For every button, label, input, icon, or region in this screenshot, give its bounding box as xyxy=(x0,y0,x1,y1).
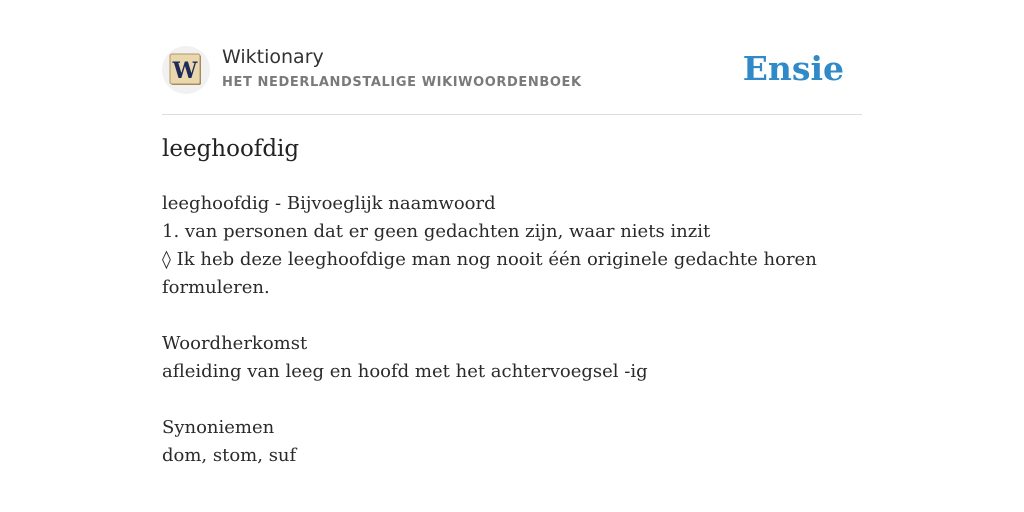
site-name[interactable]: Wiktionary xyxy=(222,46,324,68)
spacer xyxy=(162,302,822,330)
site-header xyxy=(162,40,862,115)
page-title: leeghoofdig xyxy=(162,136,300,162)
logo-letter: W xyxy=(172,58,198,84)
site-tagline: HET NEDERLANDSTALIGE WIKIWOORDENBOEK xyxy=(222,75,582,90)
etymology-text: afleiding van leeg en hoofd met het achtervoegsel -ig xyxy=(162,361,648,382)
etymology-heading: Woordherkomst xyxy=(162,333,308,354)
wiktionary-logo-icon[interactable] xyxy=(162,46,210,94)
ensie-brand-logo[interactable]: Ensie xyxy=(742,49,844,88)
example-sentence: ◊ Ik heb deze leeghoofdige man nog nooit één originele gedachte horen formuleren. xyxy=(162,249,817,298)
definition-text: 1. van personen dat er geen gedachten zijn, waar niets inzit xyxy=(162,221,711,242)
spacer xyxy=(162,386,822,414)
synonyms-heading: Synoniemen xyxy=(162,417,275,438)
synonyms-list: dom, stom, suf xyxy=(162,445,297,466)
article-content xyxy=(162,190,822,470)
definition-heading: leeghoofdig - Bijvoeglijk naamwoord xyxy=(162,193,496,214)
